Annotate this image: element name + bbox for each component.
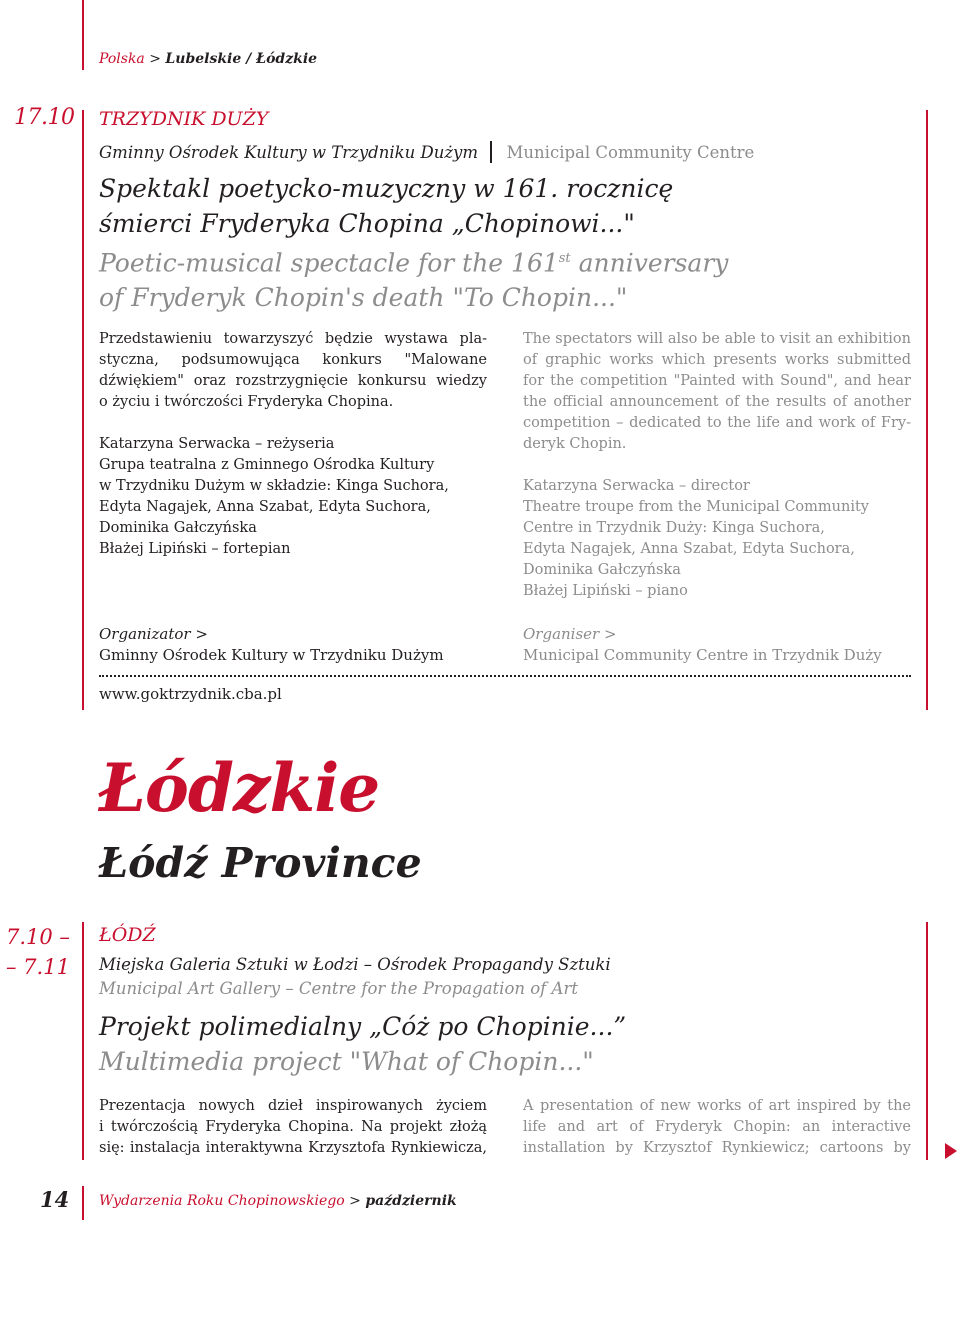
event1-website[interactable]: www.goktrzydnik.cba.pl (99, 685, 282, 703)
desc-line: competition – dedicated to the life and work of Fry- (523, 415, 911, 431)
organizer-name-en: Municipal Community Centre in Trzydnik Duży (523, 646, 882, 664)
desc-line: styczna, podsumowująca konkurs "Malowane (99, 352, 487, 368)
organizer-arrow: > (195, 625, 208, 643)
desc-line: o życiu i twórczości Fryderyka Chopina. (99, 394, 394, 410)
event2-venue-pl: Miejska Galeria Sztuki w Łodzi – Ośrodek Propagandy Sztuki (99, 955, 611, 974)
desc-line: deryk Chopin. (523, 436, 627, 452)
organizer-heading-en (523, 624, 882, 645)
event2-venue-en: Municipal Art Gallery – Centre for the Propagation of Art (99, 979, 578, 998)
event2-date-end: – 7.11 (6, 955, 70, 979)
footer-month: październik (365, 1193, 457, 1209)
event1-organizer-pl (99, 624, 444, 666)
credit-line: Grupa teatralna z Gminnego Ośrodka Kultury (99, 457, 435, 473)
region-title-en: Łódź Province (99, 839, 422, 887)
event1-date: 17.10 (14, 105, 75, 130)
credit-line: Edyta Nagajek, Anna Szabat, Edyta Suchora, (99, 499, 431, 515)
event1-title-pl-line2: śmierci Fryderyka Chopina „Chopinowi..." (99, 209, 635, 238)
desc-line: i twórczością Fryderyka Chopina. Na projekt złożą (99, 1119, 487, 1135)
desc-line: się: instalacja interaktywna Krzysztofa Rynkiewicza, (99, 1140, 487, 1156)
page-number: 14 (40, 1187, 70, 1212)
event1-title-en-part2: anniversary (570, 248, 729, 278)
footer-separator: > (349, 1193, 361, 1209)
event1-title-pl (99, 171, 673, 241)
breadcrumb-separator: > (149, 51, 161, 67)
event1-title-pl-line1: Spektakl poetycko-muzyczny w 161. rocznicę (99, 174, 674, 203)
footer-publication-name: Wydarzenia Roku Chopinowskiego (99, 1193, 345, 1209)
event1-desc-pl (99, 329, 487, 413)
organizer-heading-pl (99, 624, 444, 645)
footer-rule (82, 1186, 84, 1220)
desc-line: dźwiękiem" oraz rozstrzygnięcie konkursu wiedzy (99, 373, 487, 389)
credit-line: Dominika Gałczyńska (523, 562, 681, 578)
event1-title-en-part1: Poetic-musical spectacle for the 161 (99, 248, 559, 278)
event1-city: TRZYDNIK DUŻY (99, 108, 269, 130)
event1-title-en-line2: of Fryderyk Chopin's death "To Chopin..." (99, 283, 628, 313)
event1-title-en-line1 (99, 241, 728, 280)
dotted-separator (99, 675, 911, 677)
event1-organizer-en (523, 624, 882, 666)
desc-line: of graphic works which presents works submitted (523, 352, 911, 368)
event2-city: ŁÓDŹ (99, 924, 156, 946)
event1-credits-pl (99, 434, 487, 560)
event2-left-rule (82, 922, 84, 1160)
desc-line: The spectators will also be able to visit an exhibition (523, 331, 911, 347)
event1-venue-en: Municipal Community Centre (506, 143, 755, 162)
desc-line: Przedstawieniu towarzyszyć będzie wystawa pla- (99, 331, 487, 347)
desc-line: installation by Krzysztof Rynkiewicz; cartoons by (523, 1140, 911, 1156)
event2-desc-en (523, 1096, 911, 1159)
desc-line: for the competition "Painted with Sound", and hear (523, 373, 911, 389)
event2-title-en: Multimedia project "What of Chopin..." (99, 1047, 594, 1076)
credit-line: Błażej Lipiński – piano (523, 583, 688, 599)
event1-en-column (523, 329, 911, 602)
desc-line: A presentation of new works of art inspired by the (523, 1098, 911, 1114)
event1-title-en (99, 241, 728, 315)
footer-publication (99, 1193, 457, 1209)
breadcrumb-country: Polska (99, 51, 145, 67)
event2-desc-pl (99, 1096, 487, 1159)
triangle-right-icon (945, 1143, 957, 1159)
breadcrumb-region: Lubelskie / Łódzkie (165, 51, 318, 67)
event1-credits-en (523, 476, 911, 602)
credit-line: Dominika Gałczyńska (99, 520, 257, 536)
event1-venue (99, 141, 754, 163)
venue-divider (490, 141, 492, 163)
top-left-rule (82, 0, 84, 70)
event1-left-rule (82, 110, 84, 710)
event1-right-rule (926, 110, 928, 710)
breadcrumb (99, 51, 317, 67)
event2-title-pl: Projekt polimedialny „Cóż po Chopinie...” (99, 1012, 627, 1041)
region-title-pl: Łódzkie (99, 749, 380, 827)
credit-line: Centre in Trzydnik Duży: Kinga Suchora, (523, 520, 825, 536)
event1-pl-column (99, 329, 487, 560)
event2-right-rule (926, 922, 928, 1160)
desc-line: life and art of Fryderyk Chopin: an interactive (523, 1119, 911, 1135)
credit-line: Theatre troupe from the Municipal Community (523, 499, 869, 515)
organizer-arrow: > (604, 625, 617, 643)
organizer-label-pl: Organizator (99, 625, 191, 643)
event2-date-start: 7.10 – (6, 925, 70, 949)
credit-line: Edyta Nagajek, Anna Szabat, Edyta Suchora, (523, 541, 855, 557)
event1-desc-en (523, 329, 911, 455)
organizer-label-en: Organiser (523, 625, 600, 643)
ordinal-suffix: st (558, 251, 571, 266)
credit-line: Błażej Lipiński – fortepian (99, 541, 291, 557)
desc-line: Prezentacja nowych dzieł inspirowanych życiem (99, 1098, 487, 1114)
event2-date (6, 922, 68, 982)
event1-venue-pl: Gminny Ośrodek Kultury w Trzydniku Dużym (99, 143, 479, 162)
credit-line: w Trzydniku Dużym w składzie: Kinga Suchora, (99, 478, 449, 494)
organizer-name-pl: Gminny Ośrodek Kultury w Trzydniku Dużym (99, 646, 444, 664)
desc-line: the official announcement of the results of another (523, 394, 911, 410)
credit-line: Katarzyna Serwacka – director (523, 478, 750, 494)
credit-line: Katarzyna Serwacka – reżyseria (99, 436, 335, 452)
